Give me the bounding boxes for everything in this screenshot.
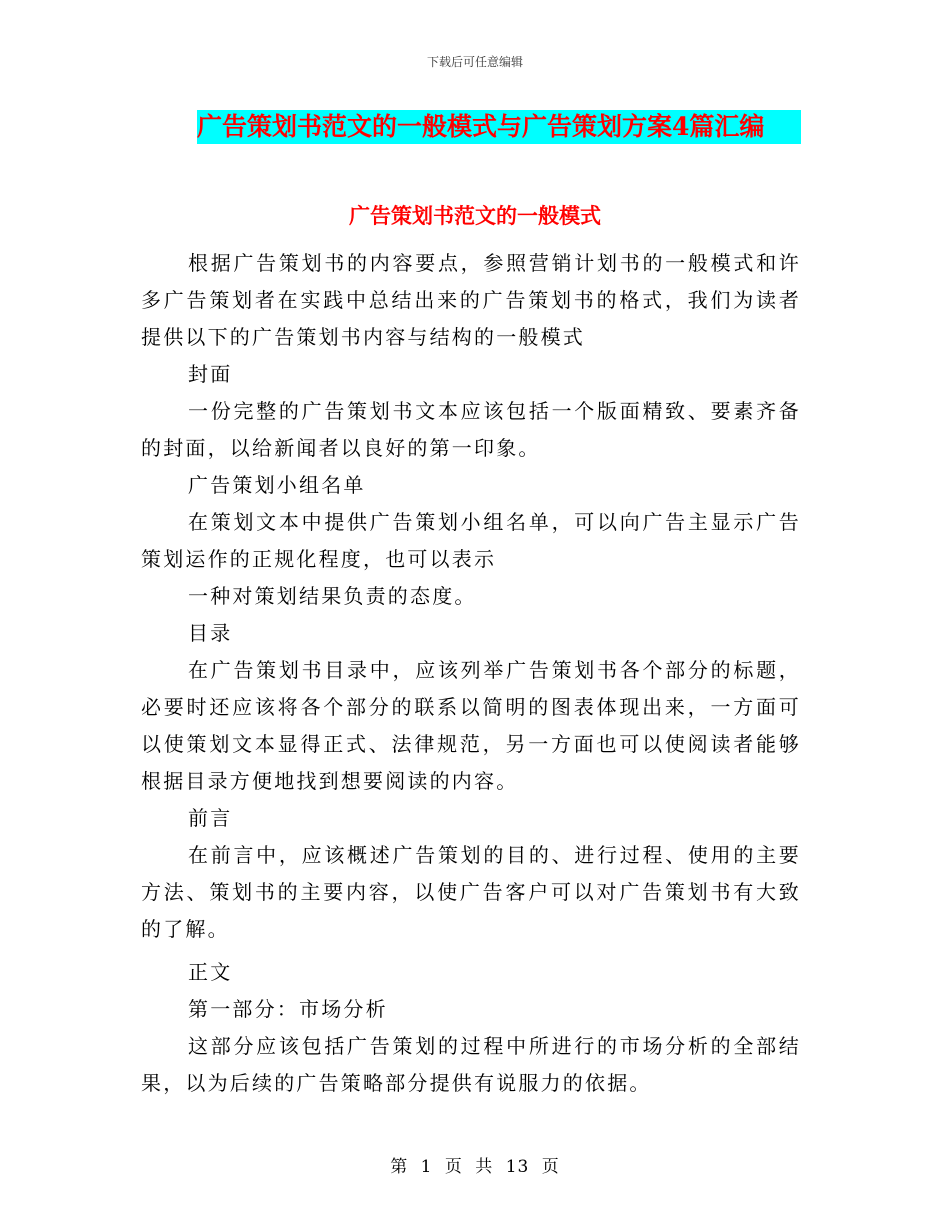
heading-cover: 封面 bbox=[188, 362, 233, 386]
paragraph-team-list: 在策划文本中提供广告策划小组名单，可以向广告主显示广告策划运作的正规化程度，也可以表示 bbox=[141, 510, 801, 571]
heading-preface: 前言 bbox=[188, 806, 233, 830]
section-title: 广告策划书范文的一般模式 bbox=[349, 203, 601, 228]
paragraph-preface: 在前言中，应该概述广告策划的目的、进行过程、使用的主要方法、策划书的主要内容，以使广告客户可以对广告策划书有大致的了解。 bbox=[141, 843, 801, 941]
paragraph-intro: 根据广告策划书的内容要点，参照营销计划书的一般模式和许多广告策划者在实践中总结出来的广告策划书的格式，我们为读者提供以下的广告策划书内容与结构的一般模式 bbox=[141, 251, 801, 349]
document-title: 广告策划书范文的一般模式与广告策划方案4篇汇编 bbox=[197, 112, 765, 141]
heading-main-text: 正文 bbox=[188, 960, 233, 984]
document-body bbox=[141, 245, 801, 1102]
paragraph-contents: 在广告策划书目录中，应该列举广告策划书各个部分的标题，必要时还应该将各个部分的联系以简明的图表体现出来，一方面可以使策划文本显得正式、法律规范，另一方面也可以使阅读者能够根据目录方便地找到想要阅读的内容。 bbox=[141, 658, 801, 793]
heading-market-analysis: 第一部分：市场分析 bbox=[188, 997, 388, 1021]
paragraph-market-analysis: 这部分应该包括广告策划的过程中所进行的市场分析的全部结果，以为后续的广告策略部分提供有说服力的依据。 bbox=[141, 1034, 801, 1095]
page-number-footer: 第 1 页 共 13 页 bbox=[390, 1157, 560, 1177]
paragraph-team-list-continued: 一种对策划结果负责的态度。 bbox=[188, 584, 477, 608]
header-note: 下载后可任意编辑 bbox=[426, 55, 523, 69]
paragraph-cover: 一份完整的广告策划书文本应该包括一个版面精致、要素齐备的封面，以给新闻者以良好的第一印象。 bbox=[141, 399, 801, 460]
heading-team-list: 广告策划小组名单 bbox=[188, 473, 366, 497]
heading-contents: 目录 bbox=[188, 621, 233, 645]
document-title-highlight bbox=[197, 110, 801, 144]
